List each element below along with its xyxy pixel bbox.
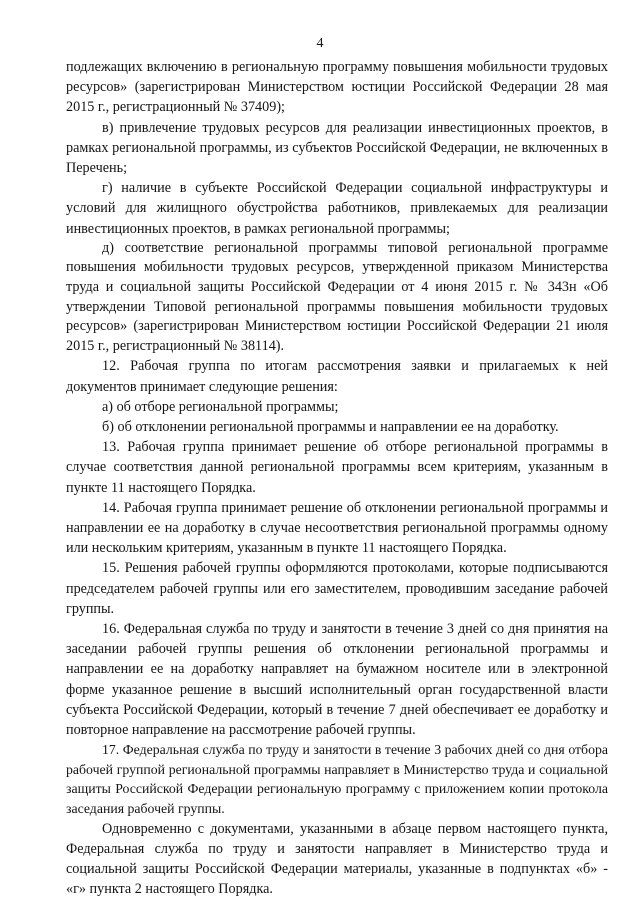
paragraph-12: 12. Рабочая группа по итогам рассмотрения заявки и прилагаемых к ней документов принимает следующие решения: [66,358,608,395]
paragraph-12-a: а) об отборе региональной программы; [102,398,339,415]
page-number: 4 [316,36,324,51]
paragraph-13: 13. Рабочая группа принимает решение об отборе региональной программы в случае соответствия данной региональной программы всем критериям, указанным в пункте 11 настоящего Порядка. [66,439,608,496]
paragraph-15: 15. Решения рабочей группы оформляются протоколами, которые подписываются председателем рабочей группы или его заместителем, проводившим заседание рабочей группы. [66,560,608,617]
paragraph-item-d: д) соответствие региональной программы типовой региональной программе повышения мобильности трудовых ресурсов, утвержденной приказом Министерства труда и социальной защиты Российской Федерации от 4 июня 2015 г. № 343н «Об утверждении Типовой региональной программы повышения мобильности трудовых ресурсов» (зарегистрирован Министерством юстиции Российской Федерации 21 июля 2015 г., регистрационный № 38114). [66,239,608,354]
paragraph-item-g: г) наличие в субъекте Российской Федерации социальной инфраструктуры и условий для жилищного обустройства работников, привлекаемых для реализации инвестиционных проектов, в рамках региональной программы; [66,180,608,237]
paragraph-item-v: в) привлечение трудовых ресурсов для реализации инвестиционных проектов, в рамках региональной программы, из субъектов Российской Федерации, не включенных в Перечень; [66,119,608,177]
paragraph-continuation: подлежащих включению в региональную программу повышения мобильности трудовых ресурсов» (зарегистрирован Министерством юстиции Российской Федерации 28 мая 2015 г., регистрационный № 37409); [66,59,608,116]
paragraph-14: 14. Рабочая группа принимает решение об отклонении региональной программы и направлении ее на доработку в случае несоответствия региональной программы одному или нескольким критериям, указанным в пункте 11 настоящего Порядка. [66,499,608,557]
paragraph-17-continuation: Одновременно с документами, указанными в абзаце первом настоящего пункта, Федеральная служба по труду и занятости направляет в Министерство труда и социальной защиты Российской Федерации материалы, указанные в подпунктах «б» - «г» пункта 2 настоящего Порядка. [66,820,608,898]
paragraph-12-b: б) об отклонении региональной программы и направлении ее на доработку. [102,419,559,435]
paragraph-16: 16. Федеральная служба по труду и занятости в течение 3 дней со дня принятия на заседании рабочей группы решения об отклонении региональной программы и направлении ее на доработку направляет на бумажном носителе или в электронной форме указанное решение в высший исполнительный орган государственной власти субъекта Российской Федерации, который в течение 7 дней обеспечивает ее доработку и повторное направление на рассмотрение рабочей группы. [66,621,608,739]
document-body [66,57,608,899]
paragraph-17: 17. Федеральная служба по труду и занятости в течение 3 рабочих дней со дня отбора рабочей группой региональной программы направляет в Министерство труда и социальной защиты Российской Федерации региональную программу с приложением копии протокола заседания рабочей группы. [66,742,608,817]
